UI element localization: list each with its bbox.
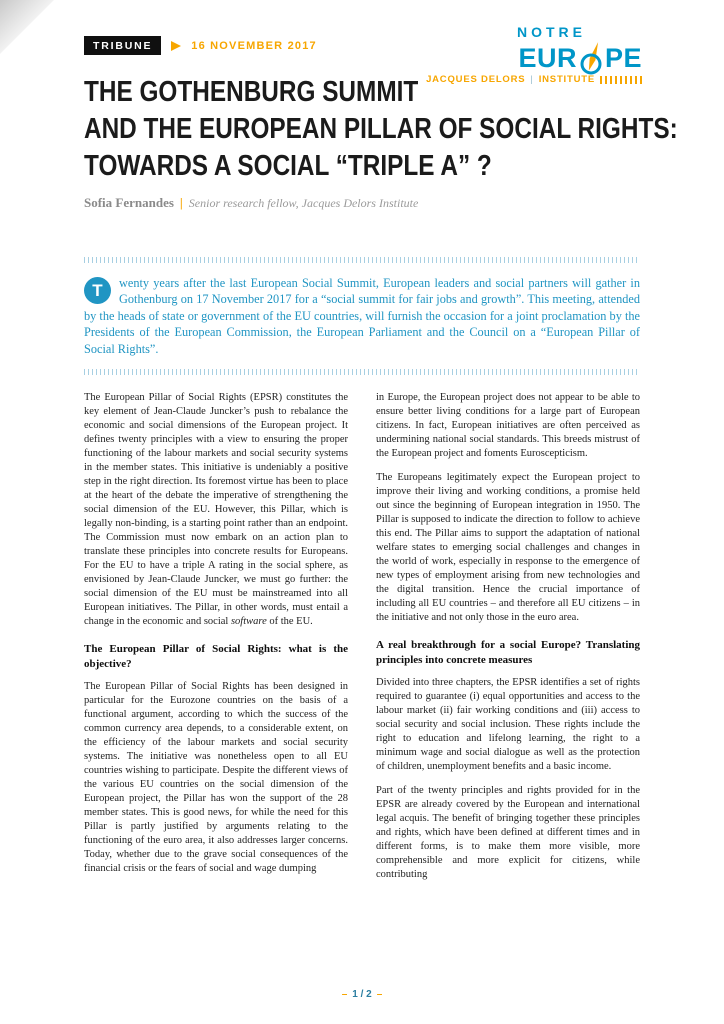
paragraph: Divided into three chapters, the EPSR identifies a set of rights required to guarantee (i) equal opportunities and access to the labour market (ii) fair working conditions and (iii) access to social security and social inclusion. These rights include the right to education and lifelong learning, the right to a minimum wage and social dialogue as well as the protection of children, unemployment benefits and a basic income.	[376, 677, 640, 773]
paragraph-emphasis: software	[230, 616, 267, 628]
paragraph: The Europeans legitimately expect the European project to improve their living and working conditions, a promise held out since the beginning of European integration in 1950. The Pillar is supposed to indicate the direction to follow to achieve this end. The Pillar aims to support the adaptation of national welfare states to emerging social challenges and changes in the world of work, especially in response to the emergence of new types of employment arising from new technologies and the digital transition. Hence the crucial importance of including all EU countries – and therefore all EU citizens – in the initiative and not only those in the euro area.	[376, 472, 640, 624]
tribune-badge: TRIBUNE	[84, 36, 161, 55]
header	[84, 24, 642, 85]
compass-icon	[578, 40, 604, 76]
title-line-1: THE GOTHENBURG SUMMIT	[84, 76, 419, 108]
footer-page-number: 1 / 2	[352, 989, 372, 1000]
logo-bars-icon	[600, 76, 642, 84]
logo-eur: EUR	[518, 43, 577, 73]
hatch-divider-top	[84, 257, 640, 263]
paragraph-text: of the EU.	[266, 616, 313, 628]
title-line-3: TOWARDS A SOCIAL “TRIPLE A” ?	[84, 150, 492, 182]
paragraph: in Europe, the European project does not appear to be able to ensure better living conditions for a large part of European citizens. In fact, European initiatives are often perceived as undermining national social standards. This breeds mistrust of the European project and foments Euroscepticism.	[376, 392, 640, 460]
logo-institute-text: INSTITUTE	[538, 74, 595, 85]
logo-europe-text	[518, 40, 642, 71]
publication-date: 16 NOVEMBER 2017	[191, 39, 317, 52]
column-left	[84, 391, 348, 892]
intro-abstract	[84, 275, 640, 357]
paragraph	[84, 391, 348, 629]
section-heading: The European Pillar of Social Rights: what is the objective?	[84, 643, 348, 670]
author-role: Senior research fellow, Jacques Delors Institute	[188, 196, 419, 210]
logo-pe: PE	[604, 43, 642, 73]
paragraph-text: The European Pillar of Social Rights (EPSR) constitutes the key element of Jean-Claude Juncker’s push to rebalance the economic and social dimensions of the European project. It defines twenty principles with a view to ensuring the proper functioning of the labour markets and social security systems in the member states. This initiative is undeniably a positive step in the right direction. Its foremost virtue has been to place at the heart of the debate the imperative of strengthening the social dimension of the EU. However, this Pillar, which is legally non-binding, is a starting point rather than an endpoint. The Commission must now embark on an action plan to translate these principles into concrete results for Europeans. For the EU to have a triple A rating in the social sphere, as envisioned by Jean-Claude Juncker, we must go further: the social dimension of the EU must be mainstreamed into all European initiatives. The Pillar, in other words, must entail a change in the economic and social	[84, 392, 348, 628]
hatch-divider-bottom	[84, 369, 640, 375]
page-footer	[0, 989, 724, 1000]
logo-notre-text: NOTRE	[517, 24, 586, 40]
author-name: Sofia Fernandes	[84, 195, 174, 210]
author-separator: |	[179, 195, 183, 210]
author-line	[84, 195, 640, 211]
logo-jacques-delors: JACQUES DELORS	[426, 74, 526, 85]
paragraph: Part of the twenty principles and rights provided for in the EPSR are already covered by the European and international legal acquis. The benefit of bringing together these principles and rights, which have been defined at different times and in different forms, is to make them more visible, more comprehensible and more explicit for citizens, while contributing	[376, 785, 640, 881]
footer-dash-right: –	[376, 989, 383, 1000]
section-heading: A real breakthrough for a social Europe? Translating principles into concrete measures	[376, 639, 640, 666]
paragraph: The European Pillar of Social Rights has been designed in particular for the Eurozone countries on the basis of a functional argument, according to which the success of the common currency area depends, to a considerable extent, on the efficiency of the labour markets and social security systems. The initiative was nonetheless open to all EU countries wishing to participate. Despite the different views of the various EU countries on the social dimension of the European project, the Pillar has won the support of the 28 member states. This is good news, for while the need for this Pillar is partly justified by arguments relating to the functioning of the euro area, it also addresses larger concerns. Today, whether due to the grave social consequences of the financial crisis or the fears of social and wage dumping	[84, 681, 348, 875]
intro-text: wenty years after the last European Social Summit, European leaders and social partners will gather in Gothenburg on 17 November 2017 for a “social summit for fair jobs and growth”. This meeting, attended by the heads of state or government of the EU countries, will furnish the occasion for a joint proclamation by the Presidents of the European Commission, the European Parliament and the Council on a “European Pillar of Social Rights”.	[84, 276, 640, 356]
arrow-icon	[171, 41, 181, 51]
footer-dash-left: –	[341, 989, 348, 1000]
body-columns	[84, 391, 640, 892]
logo-separator: |	[530, 74, 534, 85]
title-line-2: AND THE EUROPEAN PILLAR OF SOCIAL RIGHTS:	[84, 113, 678, 145]
column-right	[376, 391, 640, 892]
page-title	[84, 74, 678, 185]
dropcap: T	[84, 277, 111, 304]
